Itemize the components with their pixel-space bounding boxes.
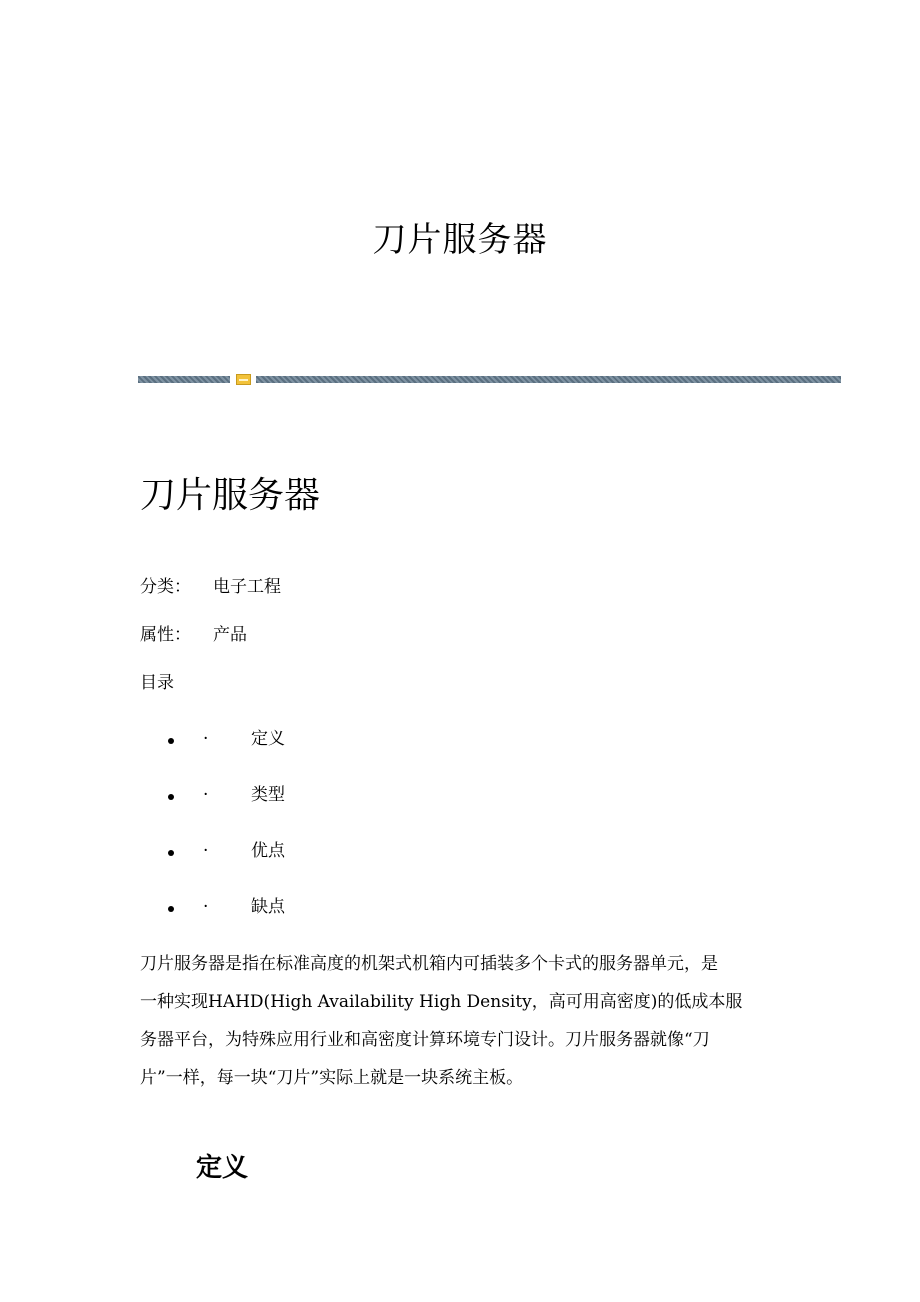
- attribute-value: 产品: [213, 625, 247, 645]
- toc-item-dot: ·: [203, 785, 209, 805]
- toc-title: 目录: [140, 673, 174, 693]
- meta-attribute: [140, 623, 247, 647]
- intro-line: 一种实现HAHD(High Availability High Density，高可用高密度)的低成本服: [140, 992, 743, 1012]
- document-heading: 刀片服务器: [140, 475, 321, 516]
- decorative-divider: [138, 374, 841, 384]
- meta-category: [140, 575, 281, 599]
- intro-line: 片”一样，每一块“刀片”实际上就是一块系统主板。: [140, 1068, 524, 1088]
- divider-bar-right: [256, 376, 841, 383]
- category-value: 电子工程: [213, 577, 281, 597]
- intro-line: 刀片服务器是指在标准高度的机架式机箱内可插装多个卡式的服务器单元，是: [140, 954, 718, 974]
- section-heading-definition: 定义: [196, 1153, 249, 1183]
- bullet-icon: [168, 738, 174, 744]
- toc-item-label[interactable]: 缺点: [251, 897, 285, 917]
- cover-title: 刀片服务器: [372, 220, 548, 260]
- bullet-icon: [168, 850, 174, 856]
- toc-item-dot: ·: [203, 897, 209, 917]
- intro-paragraph: [140, 950, 780, 1102]
- toc-item-label[interactable]: 定义: [251, 729, 285, 749]
- divider-gem-icon: [236, 374, 251, 385]
- toc-item-label[interactable]: 优点: [251, 841, 285, 861]
- intro-line: 务器平台，为特殊应用行业和高密度计算环境专门设计。刀片服务器就像“刀: [140, 1030, 710, 1050]
- divider-bar-left: [138, 376, 230, 383]
- attribute-label: 属性：: [140, 625, 191, 645]
- toc-item-dot: ·: [203, 729, 209, 749]
- bullet-icon: [168, 906, 174, 912]
- category-label: 分类：: [140, 577, 191, 597]
- toc-item-dot: ·: [203, 841, 209, 861]
- bullet-icon: [168, 794, 174, 800]
- toc-item-label[interactable]: 类型: [251, 785, 285, 805]
